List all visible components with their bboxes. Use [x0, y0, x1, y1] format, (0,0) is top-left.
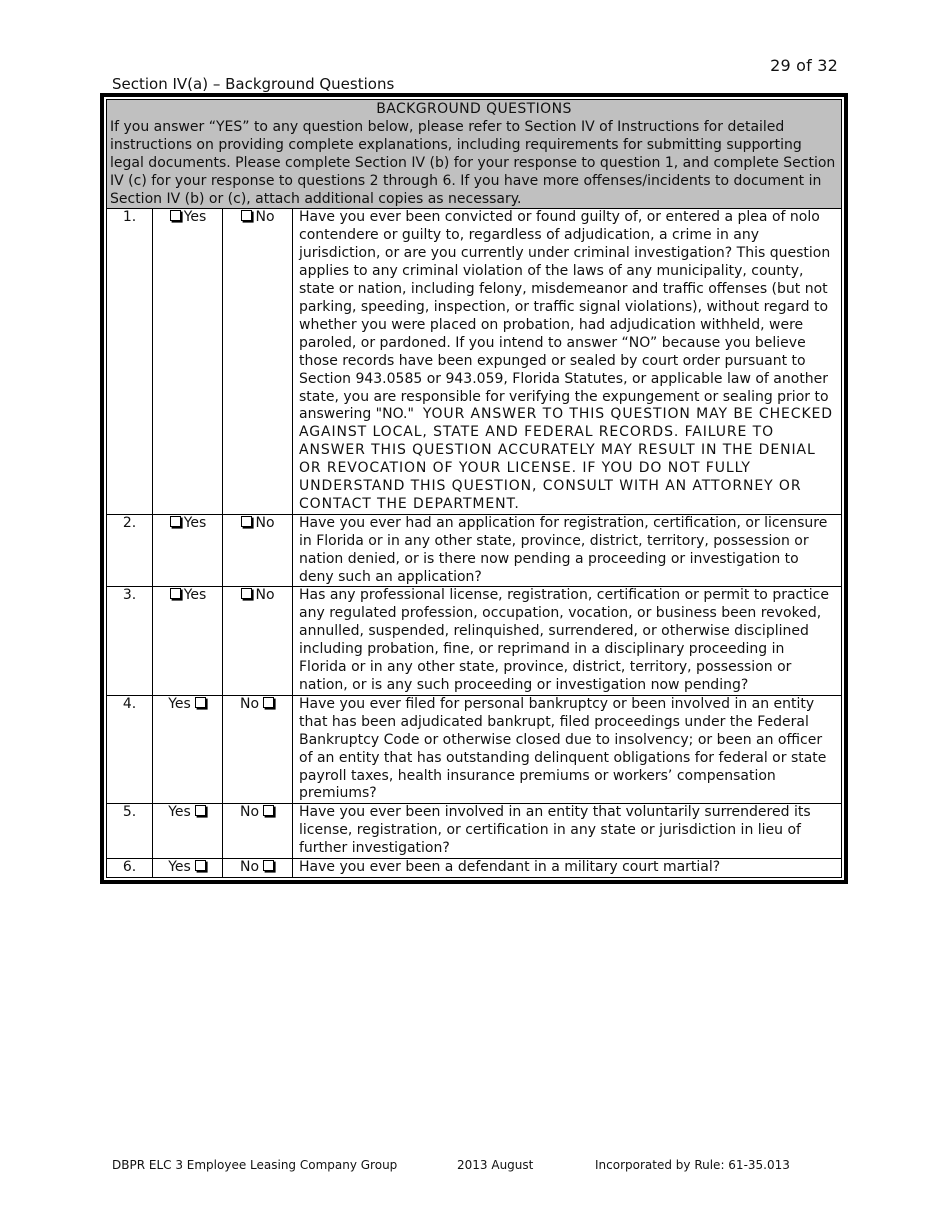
- checkbox-icon[interactable]: [195, 805, 206, 816]
- question-number: 5.: [107, 804, 153, 859]
- table-header-cell: [107, 100, 842, 209]
- question-text: Have you ever had an application for registration, certification, or licensure in Florida or in any other state, province, district, territory, possession or nation denied, or is there now pending a proceeding or investigation to deny such an application?: [293, 514, 842, 587]
- no-label: No: [239, 804, 260, 821]
- no-label: No: [255, 514, 275, 531]
- no-option-1[interactable]: [223, 209, 293, 514]
- no-option-6[interactable]: [223, 859, 293, 878]
- question-text: Have you ever filed for personal bankruptcy or been involved in an entity that has been adjudicated bankrupt, filed proceedings under the Federal Bankruptcy Code or otherwise closed due to insolvency; or been an officer of an entity that has outstanding delinquent obligations for federal or state payroll taxes, health insurance premiums or workers’ compensation premiums?: [293, 695, 842, 803]
- yes-label: Yes: [168, 859, 191, 876]
- no-option-4[interactable]: [223, 695, 293, 803]
- question-number: 1.: [107, 209, 153, 514]
- footer-form-name: DBPR ELC 3 Employee Leasing Company Group: [112, 1158, 398, 1172]
- question-warning: YOUR ANSWER TO THIS QUESTION MAY BE CHECKED AGAINST LOCAL, STATE AND FEDERAL RECORDS. FAILURE TO ANSWER THIS QUESTION ACCURATELY MAY RESULT IN THE DENIAL OR REVOCATION OF YOUR LICENSE. IF YOU DO NOT FULLY UNDERSTAND THIS QUESTION, CONSULT WITH AN ATTORNEY OR CONTACT THE DEPARTMENT.: [299, 406, 833, 512]
- question-number: 2.: [107, 514, 153, 587]
- no-label: No: [255, 209, 275, 226]
- question-row-2: [107, 514, 842, 587]
- no-option-2[interactable]: [223, 514, 293, 587]
- question-number: 3.: [107, 587, 153, 695]
- yes-label: Yes: [183, 209, 207, 226]
- no-option-5[interactable]: [223, 804, 293, 859]
- checkbox-icon[interactable]: [241, 588, 252, 599]
- section-title: Section IV(a) – Background Questions: [112, 75, 395, 93]
- no-option-3[interactable]: [223, 587, 293, 695]
- yes-label: Yes: [183, 514, 207, 531]
- no-label: No: [255, 587, 275, 604]
- question-row-6: [107, 859, 842, 878]
- question-row-4: [107, 695, 842, 803]
- question-text: Have you ever been convicted or found guilty of, or entered a plea of nolo contendere or guilty to, regardless of adjudication, a crime in any jurisdiction, or are you currently under criminal investigation? This question applies to any criminal violation of the laws of any municipality, county, state or nation, including felony, misdemeanor and traffic offenses (but not parking, speeding, inspection, or traffic signal violations), without regard to whether you were placed on probation, had adjudication withheld, were paroled, or pardoned. If you intend to answer “NO” because you believe those records have been expunged or sealed by court order pursuant to Section 943.0585 or 943.059, Florida Statutes, or applicable law of another state, you are responsible for verifying the expungement or sealing prior to answering "NO.": [299, 209, 831, 423]
- yes-option-5[interactable]: [153, 804, 223, 859]
- background-questions-table: [106, 99, 842, 878]
- checkbox-icon[interactable]: [195, 860, 206, 871]
- yes-option-6[interactable]: [153, 859, 223, 878]
- checkbox-icon[interactable]: [170, 210, 181, 221]
- yes-label: Yes: [168, 695, 191, 712]
- no-label: No: [239, 695, 260, 712]
- checkbox-icon[interactable]: [263, 697, 274, 708]
- checkbox-icon[interactable]: [241, 210, 252, 221]
- yes-option-4[interactable]: [153, 695, 223, 803]
- yes-option-2[interactable]: [153, 514, 223, 587]
- question-number: 6.: [107, 859, 153, 878]
- question-row-3: [107, 587, 842, 695]
- checkbox-icon[interactable]: [241, 516, 252, 527]
- checkbox-icon[interactable]: [263, 860, 274, 871]
- question-text: Have you ever been involved in an entity that voluntarily surrendered its license, registration, or certification in any state or jurisdiction in lieu of further investigation?: [293, 804, 842, 859]
- question-text: Have you ever been a defendant in a military court martial?: [293, 859, 842, 878]
- yes-option-1[interactable]: [153, 209, 223, 514]
- background-questions-form: [100, 93, 848, 884]
- table-header-title: BACKGROUND QUESTIONS: [376, 101, 572, 117]
- footer-date: 2013 August: [457, 1158, 534, 1172]
- checkbox-icon[interactable]: [170, 588, 181, 599]
- table-header-row: [107, 100, 842, 209]
- footer-rule: Incorporated by Rule: 61-35.013: [595, 1158, 790, 1172]
- question-row-5: [107, 804, 842, 859]
- question-text: Has any professional license, registration, certification or permit to practice any regulated profession, occupation, vocation, or business been revoked, annulled, suspended, relinquished, surrendered, or otherwise disciplined including probation, fine, or reprimand in a disciplinary proceeding in Florida or in any other state, province, district, territory, possession or nation, or is any such proceeding or investigation now pending?: [293, 587, 842, 695]
- yes-option-3[interactable]: [153, 587, 223, 695]
- checkbox-icon[interactable]: [195, 697, 206, 708]
- yes-label: Yes: [168, 804, 191, 821]
- question-number: 4.: [107, 695, 153, 803]
- checkbox-icon[interactable]: [170, 516, 181, 527]
- checkbox-icon[interactable]: [263, 805, 274, 816]
- yes-label: Yes: [183, 587, 207, 604]
- question-row-1: [107, 209, 842, 514]
- no-label: No: [239, 859, 260, 876]
- question-text-cell: [293, 209, 842, 514]
- page-number: 29 of 32: [770, 56, 838, 75]
- table-header-instructions: If you answer “YES” to any question below, please refer to Section IV of Instructions for detailed instructions on providing complete explanations, including requirements for submitting supporting legal documents. Please complete Section IV (b) for your response to question 1, and complete Section IV (c) for your response to questions 2 through 6. If you have more offenses/incidents to document in Section IV (b) or (c), attach additional copies as necessary.: [110, 118, 836, 207]
